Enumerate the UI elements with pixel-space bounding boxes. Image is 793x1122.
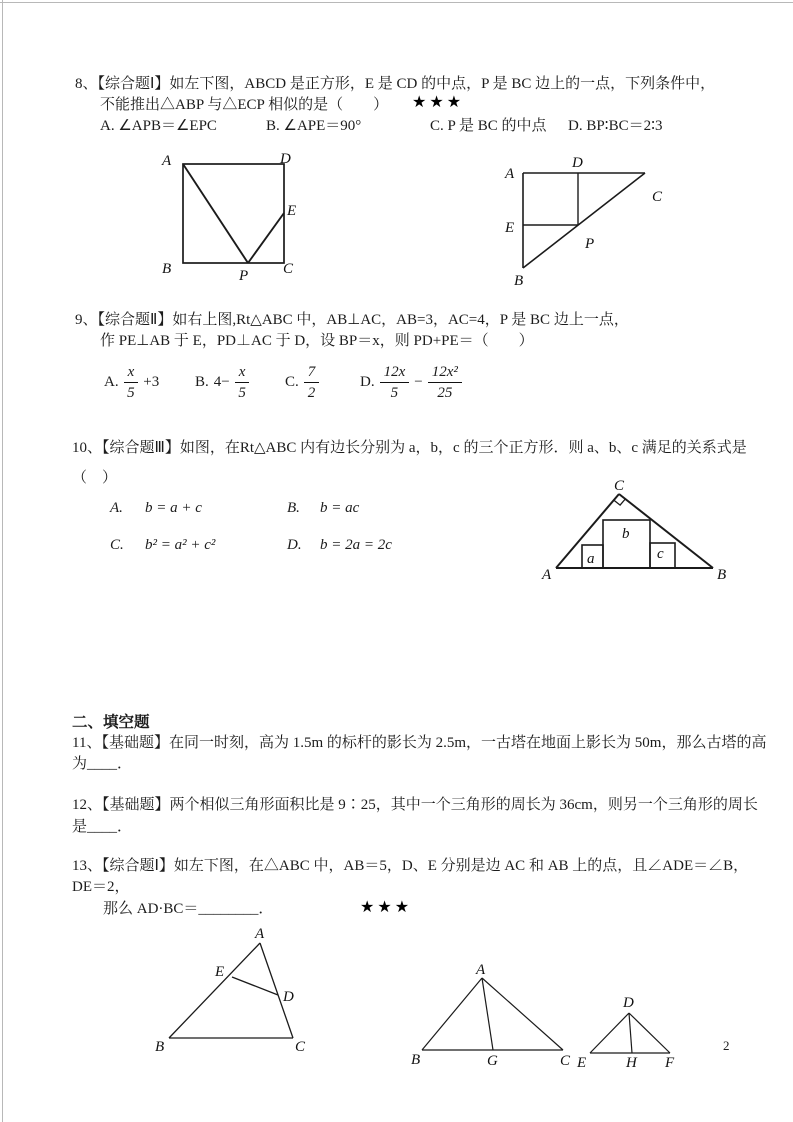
q8-star-rating: ★★★ [412, 94, 465, 111]
q8-option-d: D. BP∶BC＝2∶3 [568, 118, 663, 134]
vertex-label-C: C [295, 1039, 306, 1055]
q10-option-c-formula: b² = a² + c² [145, 537, 216, 553]
vertex-label-D: D [623, 995, 634, 1011]
fraction: $\frac{x}{5}$ [124, 363, 139, 402]
q8-line1: 8、【综合题Ⅰ】如左下图，ABCD 是正方形，E 是 CD 的中点，P 是 BC 边上的一点，下列条件中， [75, 76, 716, 92]
vertex-label-P: P [239, 268, 249, 284]
q10-option-b-formula: b = ac [320, 500, 360, 516]
q10-option-d-label: D. [287, 537, 302, 553]
vertex-label-D: D [572, 155, 583, 171]
q10-option-d-formula: b = 2a = 2c [320, 537, 392, 553]
vertex-label-A: A [542, 567, 552, 583]
q10-line1: 10、【综合题Ⅲ】如图，在Rt△ABC 内有边长分别为 a，b，c 的三个正方形．则 a、b、c 满足的关系式是 [72, 440, 747, 456]
vertex-label-B: B [411, 1052, 421, 1068]
vertex-label-E: E [577, 1055, 587, 1071]
q10-option-a-label: A. [110, 500, 123, 516]
square-label-b: b [622, 526, 630, 542]
vertex-label-F: F [665, 1055, 675, 1071]
vertex-label-C: C [614, 478, 625, 494]
option-label: C. [285, 374, 299, 390]
minus-sign: − [414, 374, 423, 390]
vertex-label-C: C [560, 1053, 571, 1068]
option-label: D. [360, 374, 375, 390]
q8-line2: 不能推出△ABP 与△ECP 相似的是（ ） [100, 97, 389, 113]
vertex-label-E: E [505, 220, 515, 236]
q13-triangle-ade-figure [145, 928, 320, 1056]
q12-line2: 是____． [72, 819, 133, 835]
q13-line3: 那么 AD·BC＝________． [103, 901, 274, 917]
vertex-label-A: A [476, 963, 486, 978]
q9-option-c [285, 363, 319, 402]
q11-line1: 11、【基础题】在同一时刻，高为 1.5m 的标杆的影长为 2.5m，一古塔在地面上影长为 50m，那么古塔的高 [72, 735, 767, 751]
vertex-label-A: A [255, 928, 265, 942]
vertex-label-C: C [652, 189, 663, 205]
q9-option-b [195, 363, 249, 402]
q12-line1: 12、【基础题】两个相似三角形面积比是 9∶25，其中一个三角形的周长为 36cm，则另一个三角形的周长 [72, 797, 758, 813]
vertex-label-H: H [626, 1055, 637, 1071]
q10-option-c-label: C. [110, 537, 124, 553]
q9-line2: 作 PE⊥AB 于 E，PD⊥AC 于 D，设 BP＝x，则 PD+PE＝（ ） [100, 333, 534, 349]
right-angle-mark [614, 499, 626, 505]
q11-line2: 为____． [72, 756, 133, 772]
fraction: $\frac{7}{2}$ [304, 363, 320, 402]
vertex-label-E: E [215, 964, 225, 980]
vertex-label-B: B [717, 567, 727, 583]
option-suffix: +3 [143, 374, 160, 390]
page-number: 2 [723, 1038, 730, 1053]
square-label-a: a [587, 551, 595, 567]
page-top-edge [0, 2, 793, 3]
q13-line2: DE＝2， [72, 879, 130, 895]
vertex-label-B: B [155, 1039, 165, 1055]
vertex-label-E: E [287, 203, 297, 219]
vertex-label-D: D [283, 989, 294, 1005]
vertex-label-G: G [487, 1053, 498, 1068]
vertex-label-B: B [514, 273, 524, 289]
fraction: $\frac{12x}{5}$ [380, 363, 410, 402]
vertex-label-A: A [162, 153, 172, 169]
q10-option-b-label: B. [287, 500, 300, 516]
q13-triangle-abg-figure [405, 963, 585, 1068]
fraction: $\frac{\text{12x²}}{25}$ [428, 363, 462, 402]
q10-line2: （ ） [72, 470, 118, 486]
vertex-label-B: B [162, 261, 172, 277]
q9-line1: 9、【综合题Ⅱ】如右上图,Rt△ABC 中，AB⊥AC，AB=3，AC=4，P 是 BC 边上一点， [75, 312, 629, 328]
q8-option-b: B. ∠APE＝90° [266, 118, 362, 134]
vertex-label-P: P [585, 236, 595, 252]
q8-option-a: A. ∠APB＝∠EPC [100, 118, 217, 134]
option-label: B. [195, 374, 209, 390]
option-label: A. [104, 374, 119, 390]
section2-heading: 二、填空题 [72, 714, 150, 731]
vertex-label-A: A [505, 166, 515, 182]
q9-option-d [360, 363, 462, 402]
square-label-c: c [657, 546, 664, 562]
option-prefix: 4− [213, 374, 230, 390]
q8-option-c: C. P 是 BC 的中点 [430, 118, 547, 134]
vertex-label-C: C [283, 261, 294, 277]
q13-line1: 13、【综合题Ⅰ】如左下图，在△ABC 中，AB＝5，D、E 分别是边 AC 和 AB 上的点，且∠ADE＝∠B， [72, 858, 749, 874]
q13-triangle-def-figure [573, 993, 688, 1071]
q10-squares-figure [538, 478, 738, 583]
q9-option-a [104, 363, 159, 402]
q13-star-rating: ★★★ [360, 899, 413, 916]
q10-option-a-formula: b = a + c [145, 500, 202, 516]
q9-right-triangle-figure [495, 148, 685, 290]
page-left-edge [2, 0, 3, 1122]
q8-square-figure [150, 143, 310, 288]
vertex-label-D: D [280, 151, 291, 167]
fraction: $\frac{x}{5}$ [235, 363, 250, 402]
